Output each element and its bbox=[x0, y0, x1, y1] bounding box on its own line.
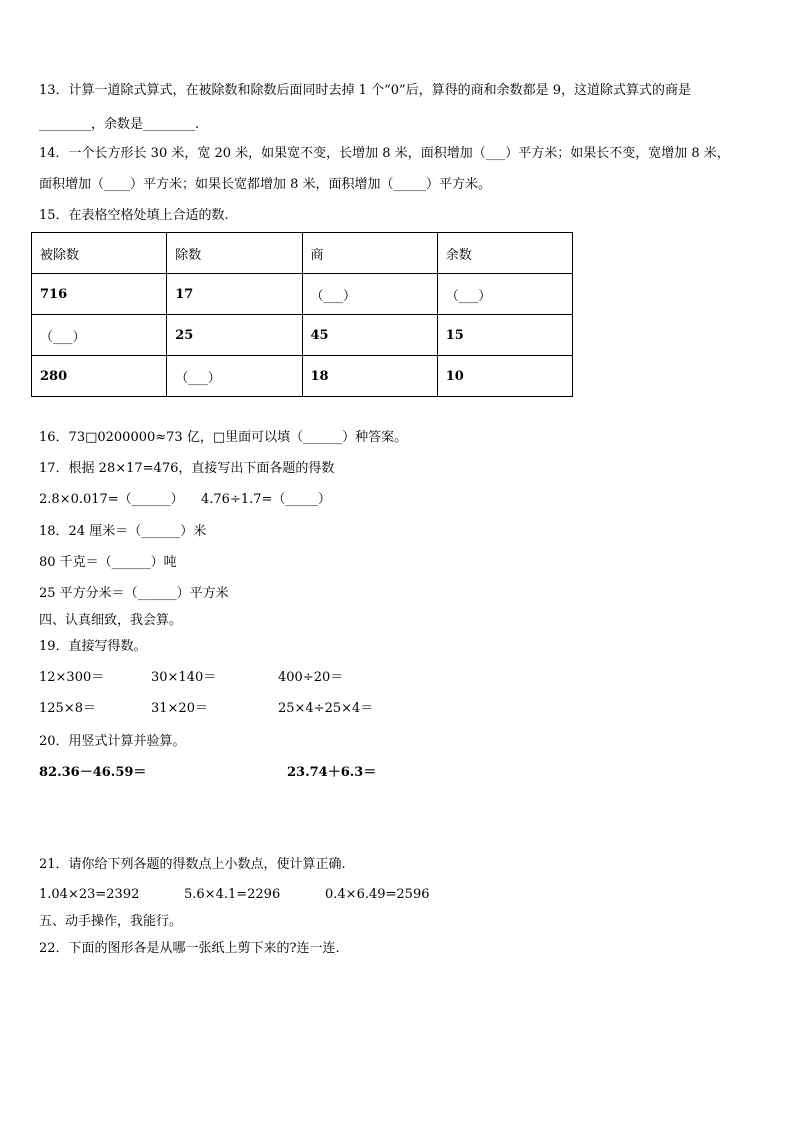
q17-item-a: 2.8×0.017=（______） bbox=[39, 492, 184, 507]
table-cell: 10 bbox=[437, 356, 572, 397]
q19-title: 19．直接写得数。 bbox=[39, 639, 147, 654]
q17-item-b: 4.76÷1.7=（_____） bbox=[201, 492, 331, 507]
q18-item-a: 18．24 厘米＝（______）米 bbox=[39, 524, 207, 539]
q20-title: 20．用竖式计算并验算。 bbox=[39, 734, 186, 749]
q21-title: 21．请你给下列各题的得数点上小数点，使计算正确. bbox=[39, 857, 346, 872]
table-cell: 716 bbox=[32, 274, 167, 315]
q14-line1: 14．一个长方形长 30 米，宽 20 米，如果宽不变，长增加 8 米，面积增加（___）平方米；如果长不变，宽增加 8 米， bbox=[39, 146, 730, 161]
section-4-heading: 四、认真细致，我会算。 bbox=[39, 613, 183, 628]
table-cell: 280 bbox=[32, 356, 167, 397]
q13-line2: ________，余数是________. bbox=[39, 117, 200, 132]
table-row bbox=[32, 315, 573, 356]
table-cell: 25 bbox=[167, 315, 302, 356]
q19-item: 125×8＝ bbox=[39, 701, 96, 716]
q18-item-c: 25 平方分米＝（______）平方米 bbox=[39, 586, 229, 601]
q21-item: 1.04×23=2392 bbox=[39, 887, 140, 902]
answer-blank[interactable]: （___） bbox=[32, 315, 167, 356]
table-cell: 45 bbox=[302, 315, 437, 356]
table-cell: 17 bbox=[167, 274, 302, 315]
q15-title: 15．在表格空格处填上合适的数. bbox=[39, 208, 229, 223]
table-row bbox=[32, 274, 573, 315]
answer-blank[interactable]: （___） bbox=[302, 274, 437, 315]
q21-item: 0.4×6.49=2596 bbox=[325, 887, 430, 902]
q14-line2: 面积增加（____）平方米；如果长宽都增加 8 米，面积增加（_____）平方米。 bbox=[39, 177, 492, 192]
q19-item: 31×20＝ bbox=[151, 701, 208, 716]
table-header-cell: 被除数 bbox=[32, 233, 167, 274]
q19-item: 25×4÷25×4＝ bbox=[278, 701, 374, 716]
table-cell: 18 bbox=[302, 356, 437, 397]
table-row bbox=[32, 356, 573, 397]
answer-blank[interactable]: （___） bbox=[437, 274, 572, 315]
q19-item: 400÷20＝ bbox=[278, 670, 344, 685]
q22-text: 22．下面的图形各是从哪一张纸上剪下来的?连一连. bbox=[39, 941, 340, 956]
q21-item: 5.6×4.1=2296 bbox=[184, 887, 281, 902]
section-5-heading: 五、动手操作，我能行。 bbox=[39, 914, 183, 929]
q20-item-b: 23.74＋6.3＝ bbox=[287, 765, 377, 780]
table-header-row bbox=[32, 233, 573, 274]
q13-line1: 13．计算一道除式算式，在被除数和除数后面同时去掉 1 个“0”后，算得的商和余数都是 9，这道除式算式的商是 bbox=[39, 83, 692, 98]
q15-table bbox=[31, 232, 573, 397]
table-header-cell: 除数 bbox=[167, 233, 302, 274]
q18-item-b: 80 千克＝（______）吨 bbox=[39, 555, 177, 570]
answer-blank[interactable]: （___） bbox=[167, 356, 302, 397]
q19-item: 12×300＝ bbox=[39, 670, 105, 685]
q17-title: 17．根据 28×17=476，直接写出下面各题的得数 bbox=[39, 461, 335, 476]
q20-item-a: 82.36－46.59＝ bbox=[39, 765, 147, 780]
table-cell: 15 bbox=[437, 315, 572, 356]
q19-item: 30×140＝ bbox=[151, 670, 217, 685]
table-header-cell: 商 bbox=[302, 233, 437, 274]
table-header-cell: 余数 bbox=[437, 233, 572, 274]
q16-text: 16．73□0200000≈73 亿，□里面可以填（______）种答案。 bbox=[39, 430, 408, 445]
